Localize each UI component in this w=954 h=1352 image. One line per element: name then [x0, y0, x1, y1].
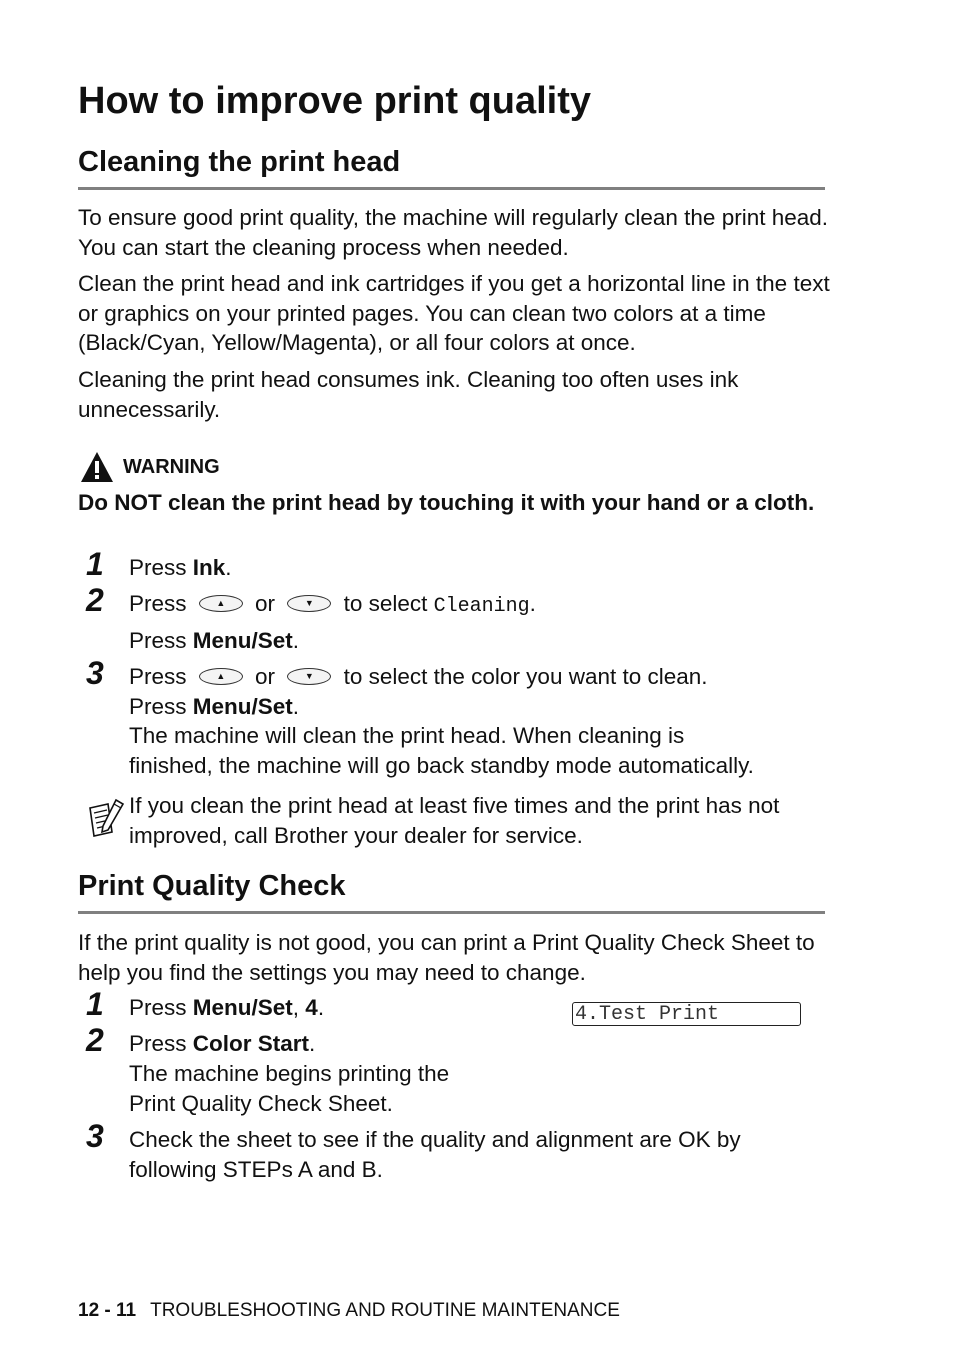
warning-header: [80, 450, 220, 484]
step-1: [129, 553, 829, 583]
step-3-line3: The machine will clean the print head. When cleaning is: [129, 723, 685, 748]
step-3-line4: finished, the machine will go back standby mode automatically.: [129, 753, 754, 778]
step-number: 3: [86, 1118, 104, 1154]
section-rule: [78, 187, 825, 190]
step-text: to select the color you want to clean.: [343, 664, 708, 689]
step-3-line1: Check the sheet to see if the quality and alignment are OK by: [129, 1127, 741, 1152]
up-arrow-glyph: ▲: [216, 670, 226, 681]
paragraph: If the print quality is not good, you can print a Print Quality Check Sheet to help you find the settings you may need to change.: [78, 930, 815, 985]
lcd-value: Cleaning: [433, 595, 530, 618]
step-text: ,: [292, 995, 306, 1020]
page-title: How to improve print quality: [78, 80, 592, 122]
step-text: .: [225, 555, 232, 580]
key-name: Menu/Set: [192, 694, 293, 719]
warning-triangle-icon: [80, 451, 114, 483]
step-text: Press: [129, 628, 193, 653]
step-text: Press: [129, 664, 187, 689]
page-footer: [78, 1300, 620, 1322]
paragraph: Clean the print head and ink cartridges if you get a horizontal line in the text or graphics on your printed pages. You can clean two colors at a time (Black/Cyan, Yellow/Magenta), or all four colors at once.: [78, 271, 830, 355]
step-2-line3: Print Quality Check Sheet.: [129, 1091, 393, 1116]
step-text: .: [292, 628, 300, 653]
key-name: 4: [305, 995, 318, 1020]
step-text: .: [292, 694, 300, 719]
note-text: If you clean the print head at least five times and the print has not improved, call Brother your dealer for service.: [129, 793, 780, 848]
note-pencil-icon: [86, 796, 126, 838]
key-name: Menu/Set: [192, 995, 293, 1020]
step-text: Press: [129, 694, 193, 719]
warning-label: WARNING: [123, 455, 220, 478]
step-text: .: [529, 591, 536, 616]
step-number: 2: [86, 582, 104, 618]
up-arrow-button-icon: [199, 595, 243, 612]
step-text: Press: [129, 1031, 193, 1056]
step-number: 1: [86, 986, 104, 1022]
section-heading-print-quality-check: Print Quality Check: [78, 870, 346, 902]
step-3-line2: following STEPs A and B.: [129, 1157, 383, 1182]
down-arrow-glyph: ▼: [304, 670, 314, 681]
section-heading-cleaning: Cleaning the print head: [78, 146, 401, 178]
step-text: or: [255, 591, 276, 616]
step-text: .: [317, 995, 325, 1020]
paragraph: Cleaning the print head consumes ink. Cleaning too often uses ink unnecessarily.: [78, 367, 739, 422]
key-name: Ink: [192, 555, 226, 580]
chapter-title: TROUBLESHOOTING AND ROUTINE MAINTENANCE: [150, 1300, 620, 1321]
step-number: 3: [86, 655, 104, 691]
step-text: to select: [343, 591, 428, 616]
down-arrow-button-icon: [287, 595, 331, 612]
step-2-line2: [129, 626, 829, 656]
step-text: or: [255, 664, 276, 689]
step-2: [129, 1029, 829, 1059]
step-number: 2: [86, 1022, 104, 1058]
up-arrow-button-icon: [199, 668, 243, 685]
page-number: 12 - 11: [78, 1300, 137, 1321]
section-rule: [78, 911, 825, 914]
step-3-line2: [129, 692, 829, 722]
key-name: Color Start: [192, 1031, 310, 1056]
step-text: Press: [129, 555, 193, 580]
down-arrow-button-icon: [287, 668, 331, 685]
warning-text: Do NOT clean the print head by touching it with your hand or a cloth.: [78, 490, 815, 515]
step-3: [129, 662, 829, 692]
step-text: Press: [129, 995, 193, 1020]
up-arrow-glyph: ▲: [216, 597, 226, 608]
step-2: [129, 589, 829, 622]
step-text: .: [309, 1031, 316, 1056]
down-arrow-glyph: ▼: [304, 597, 314, 608]
paragraph: To ensure good print quality, the machine will regularly clean the print head. You can start the cleaning process when needed.: [78, 205, 829, 260]
step-2-line2: The machine begins printing the: [129, 1061, 450, 1086]
lcd-display: 4.Test Print: [572, 1002, 801, 1026]
step-number: 1: [86, 546, 104, 582]
step-text: Press: [129, 591, 187, 616]
key-name: Menu/Set: [192, 628, 293, 653]
